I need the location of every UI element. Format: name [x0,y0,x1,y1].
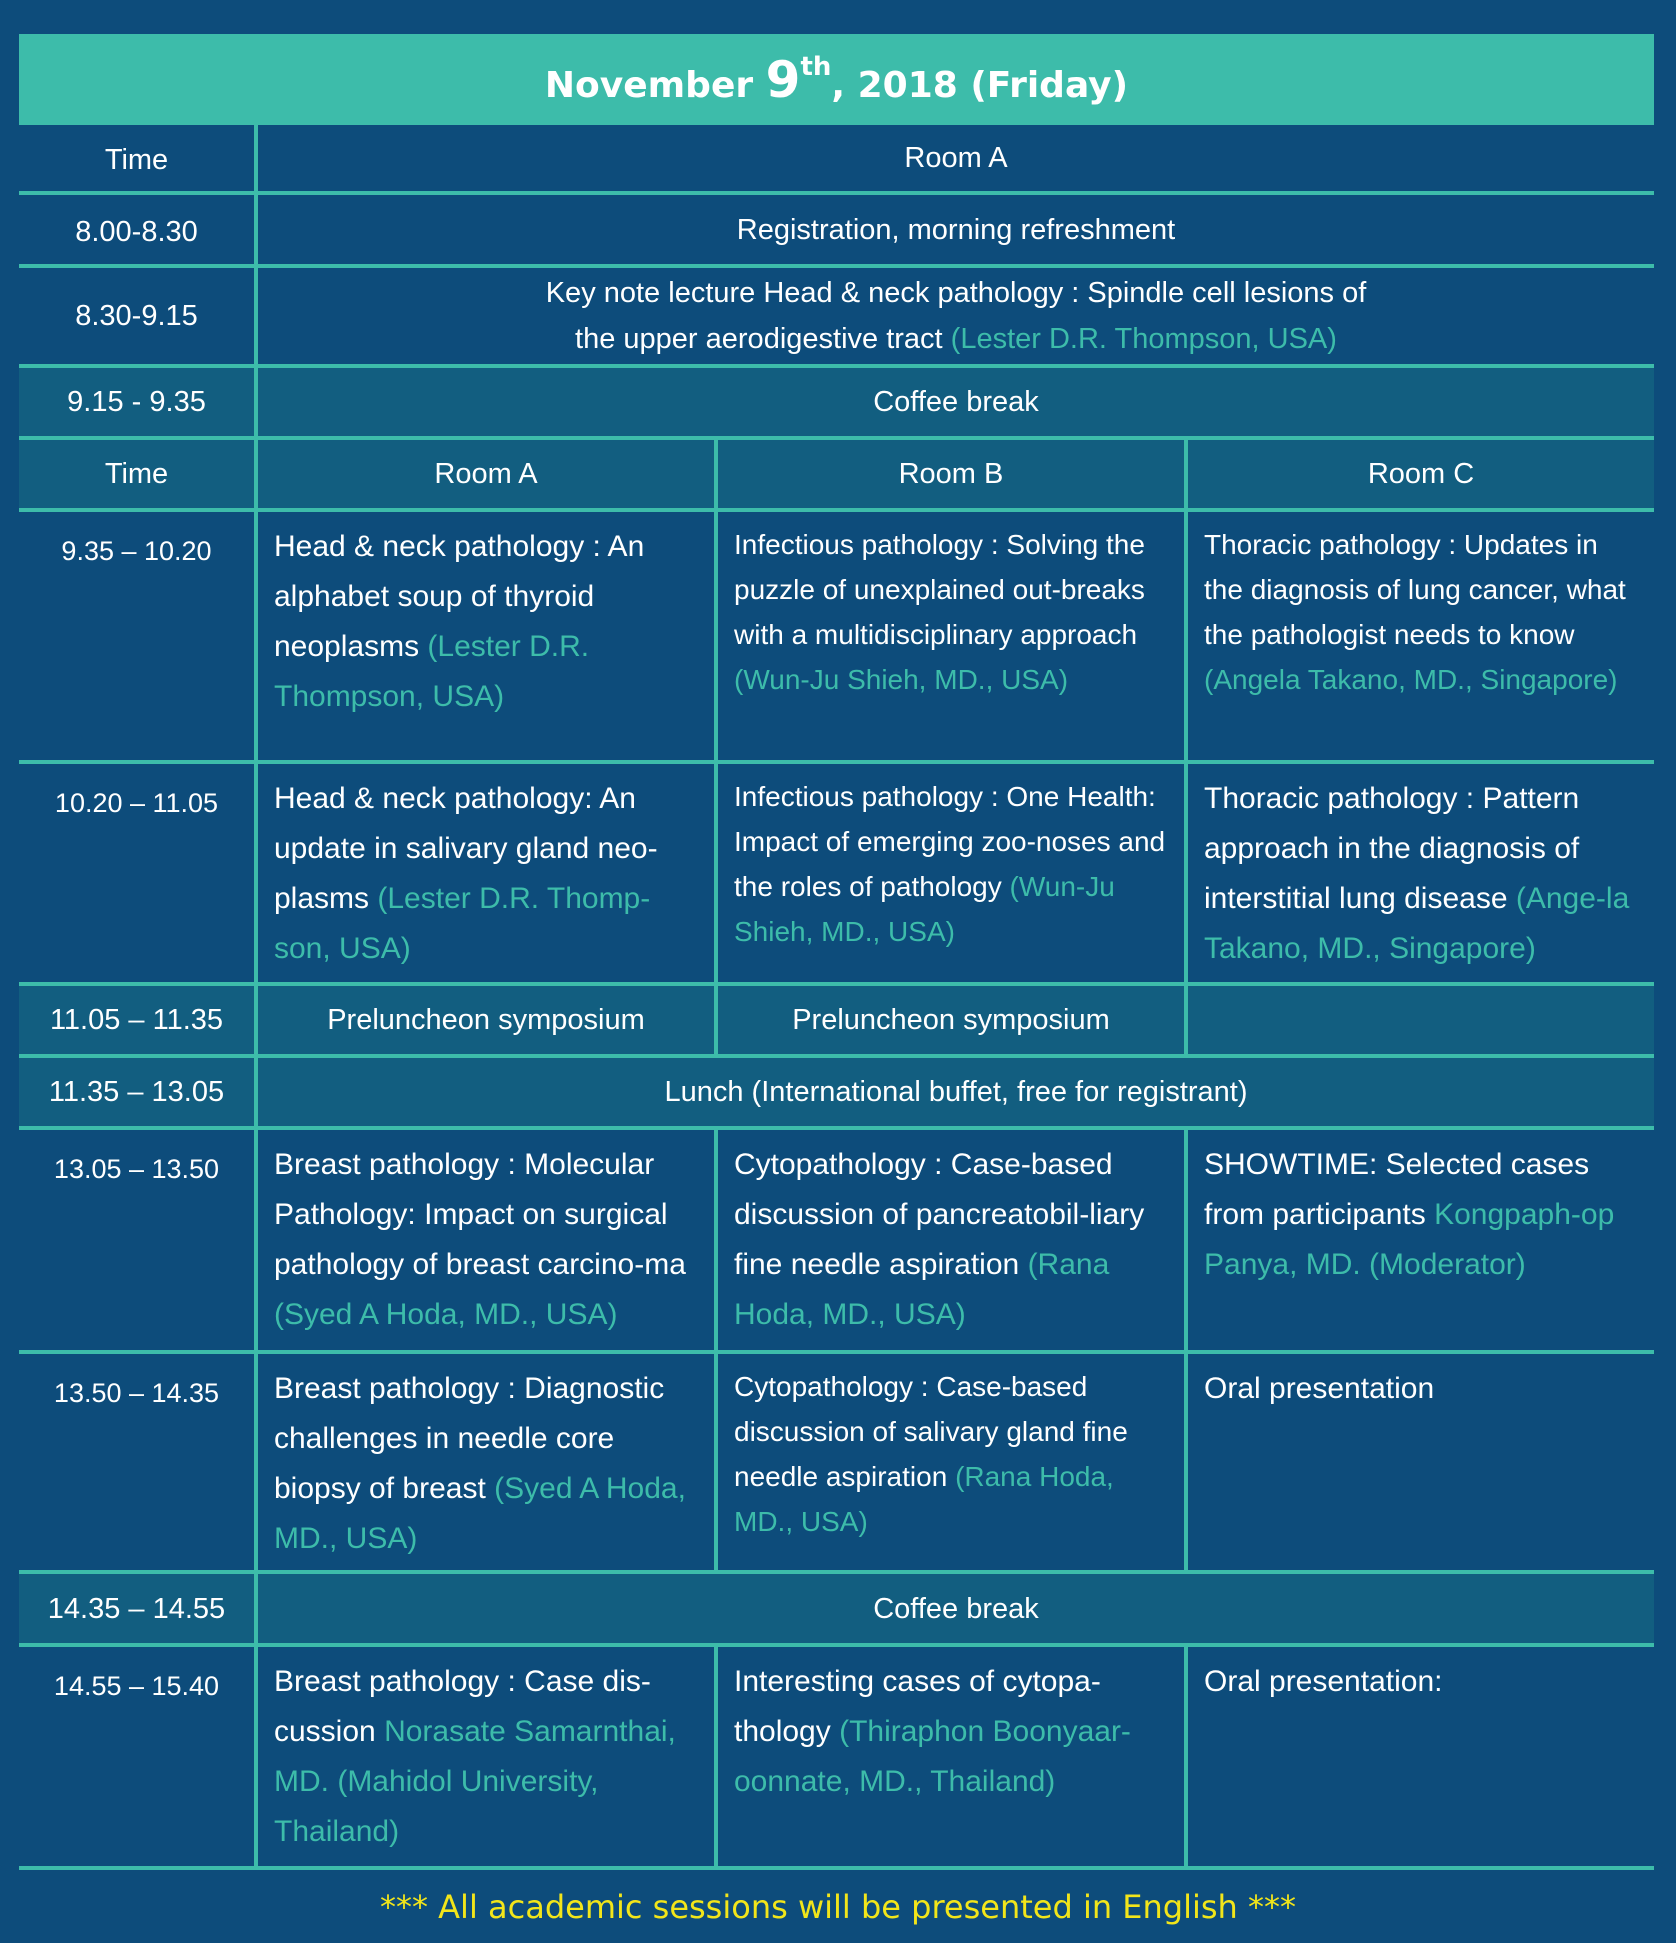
session-speaker: Norasate Samarnthai, MD. (Mahidol University, Thailand) [274,1715,676,1848]
session-3-room-b [718,1130,1184,1350]
session-speaker: (Wun-Ju Shieh, MD., USA) [734,871,1115,947]
session-title: Breast pathology : Diagnostic challenges in needle core biopsy of breast [274,1372,665,1505]
title-day: 9 [765,50,801,109]
session-speaker: (Syed A Hoda, MD., USA) [274,1298,618,1331]
session-5-room-a [258,1647,714,1866]
session-2-room-a [258,764,714,982]
room-a-header: Room A [904,142,1008,174]
title-day-suffix: th [800,51,832,82]
session-speaker: Kongpaph-op Panya, MD. (Moderator) [1204,1198,1615,1281]
session-title: Oral presentation: [1204,1665,1443,1698]
coffee-break-1: Coffee break [873,386,1039,418]
session-title: Breast pathology : Molecular Pathology: Impact on surgical pathology of breast carcino-ma [274,1148,686,1281]
keynote-line2 [575,316,1337,362]
session-speaker: (Rana Hoda, MD., USA) [734,1248,1110,1331]
session-2-room-b [718,764,1184,982]
session-title: Thoracic pathology : Pattern approach in the diagnosis of interstitial lung disease [1204,782,1580,915]
session-speaker: (Lester D.R. Thompson, USA) [274,630,590,713]
session-title: Interesting cases of cytopa-thology [734,1665,1101,1748]
keynote-title-end: the upper aerodigestive tract [575,323,943,355]
session-title: SHOWTIME: Selected cases from participants [1204,1148,1590,1231]
room-b-col-header: Room B [898,458,1004,490]
session-title: Breast pathology : Case dis-cussion [274,1665,651,1748]
session-title: Head & neck pathology : An alphabet soup of thyroid neoplasms [274,530,645,663]
session-speaker: (Wun-Ju Shieh, MD., USA) [734,664,1069,695]
keynote-cell [258,268,1654,364]
session-1-room-c [1188,512,1654,760]
keynote-speaker: (Lester D.R. Thompson, USA) [950,323,1337,355]
coffee-break-2: Coffee break [873,1592,1039,1625]
session-title: Head & neck pathology: An update in salivary gland neo-plasms [274,782,658,915]
session-title: Infectious pathology : One Health: Impact of emerging zoo-noses and the roles of pathology [734,781,1166,902]
session-1-room-a [258,512,714,760]
session-speaker: (Lester D.R. Thomp-son, USA) [274,882,651,965]
time-session-4: 13.50 – 14.35 [53,1378,220,1408]
session-1-room-b [718,512,1184,760]
session-title: Oral presentation [1204,1372,1435,1405]
footer-note: *** All academic sessions will be presented in English *** [379,1888,1296,1926]
prelunch-room-a: Preluncheon symposium [327,1004,645,1036]
registration-text: Registration, morning refreshment [736,213,1176,246]
time-lunch: 11.35 – 13.05 [48,1076,225,1108]
session-speaker: (Syed A Hoda, MD., USA) [274,1472,686,1555]
session-title: Infectious pathology : Solving the puzzle of unexplained out-breaks with a multidisciplinary approach [734,529,1145,650]
session-2-room-c [1188,764,1654,982]
session-4-room-b [718,1354,1184,1570]
session-title: Cytopathology : Case-based discussion of pancreatobil-liary fine needle aspiration [734,1148,1145,1281]
time-coffee-1: 9.15 - 9.35 [67,386,206,418]
prelunch-room-b: Preluncheon symposium [792,1004,1110,1036]
session-5-room-c [1188,1647,1654,1866]
session-speaker: (Ange-la Takano, MD., Singapore) [1204,882,1630,965]
title-prefix: November [544,64,766,106]
session-title: Cytopathology : Case-based discussion of salivary gland fine needle aspiration [734,1371,1128,1492]
time-session-1: 9.35 – 10.20 [61,536,212,566]
session-speaker: (Rana Hoda, MD., USA) [734,1461,1114,1537]
room-c-col-header: Room C [1367,458,1475,490]
session-4-room-a [258,1354,714,1570]
session-title: Thoracic pathology : Updates in the diagnosis of lung cancer, what the pathologist needs to know [1204,529,1626,650]
session-4-room-c [1188,1354,1654,1570]
time-session-2: 10.20 – 11.05 [54,788,219,818]
rooms-time-header: Time [104,458,169,490]
keynote-line1: Key note lecture Head & neck pathology : Spindle cell lesions of [545,277,1367,309]
time-prelunch: 11.05 – 11.35 [49,1004,224,1036]
time-coffee-2: 14.35 – 14.55 [47,1592,226,1625]
session-3-room-a [258,1130,714,1350]
title-rest: , 2018 (Friday) [831,64,1129,106]
lunch-text: Lunch (International buffet, free for registrant) [664,1076,1248,1108]
time-header: Time [104,144,169,176]
time-session-3: 13.05 – 13.50 [53,1154,220,1184]
session-3-room-c [1188,1130,1654,1350]
session-5-room-b [718,1647,1184,1866]
time-registration: 8.00-8.30 [75,216,198,248]
date-title [545,51,1128,109]
room-a-col-header: Room A [434,458,538,490]
session-speaker: (Angela Takano, MD., Singapore) [1204,664,1618,695]
time-keynote: 8.30-9.15 [75,300,198,332]
date-header [19,34,1654,125]
time-session-5: 14.55 – 15.40 [53,1671,220,1701]
session-speaker: (Thiraphon Boonyaar-oonnate, MD., Thailand) [734,1715,1131,1798]
